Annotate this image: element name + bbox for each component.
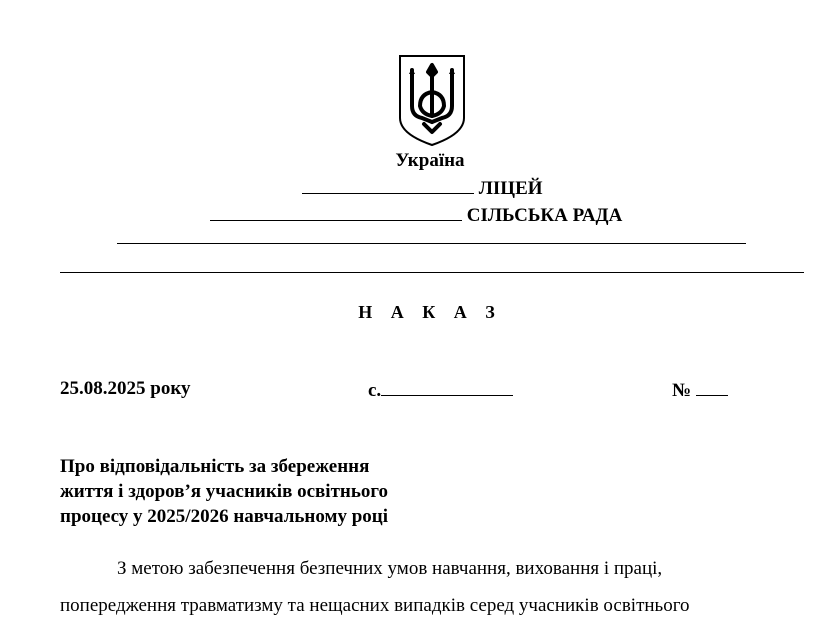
place-prefix: с.	[368, 380, 382, 401]
institution-label: ЛІЦЕЙ	[478, 178, 543, 199]
body-paragraph-line-1: З метою забезпечення безпечних умов навчання, виховання і праці,	[117, 558, 663, 579]
document-number	[672, 378, 728, 402]
council-line	[210, 203, 622, 227]
council-blank	[210, 203, 462, 221]
subject-line-1: Про відповідальність за збереження	[60, 456, 370, 477]
body-paragraph-line-2: попередження травматизму та нещасних випадків серед учасників освітнього	[60, 595, 690, 616]
number-blank	[696, 378, 728, 396]
trident-coat-of-arms-icon	[396, 52, 468, 148]
document-date: 25.08.2025 року	[60, 378, 191, 399]
header-rule	[117, 243, 746, 244]
council-label: СІЛЬСЬКА РАДА	[466, 205, 623, 226]
order-subject	[60, 454, 388, 529]
header-divider	[60, 272, 804, 273]
place-blank	[381, 378, 513, 396]
subject-line-3: процесу у 2025/2026 навчальному році	[60, 506, 388, 527]
subject-line-2: життя і здоров’я учасників освітнього	[60, 481, 389, 502]
country-heading: Україна	[395, 150, 465, 171]
institution-line	[302, 176, 543, 200]
document-place	[368, 378, 513, 402]
document-title: Н А К А З	[358, 302, 502, 322]
number-prefix: №	[672, 380, 692, 401]
institution-blank	[302, 176, 474, 194]
